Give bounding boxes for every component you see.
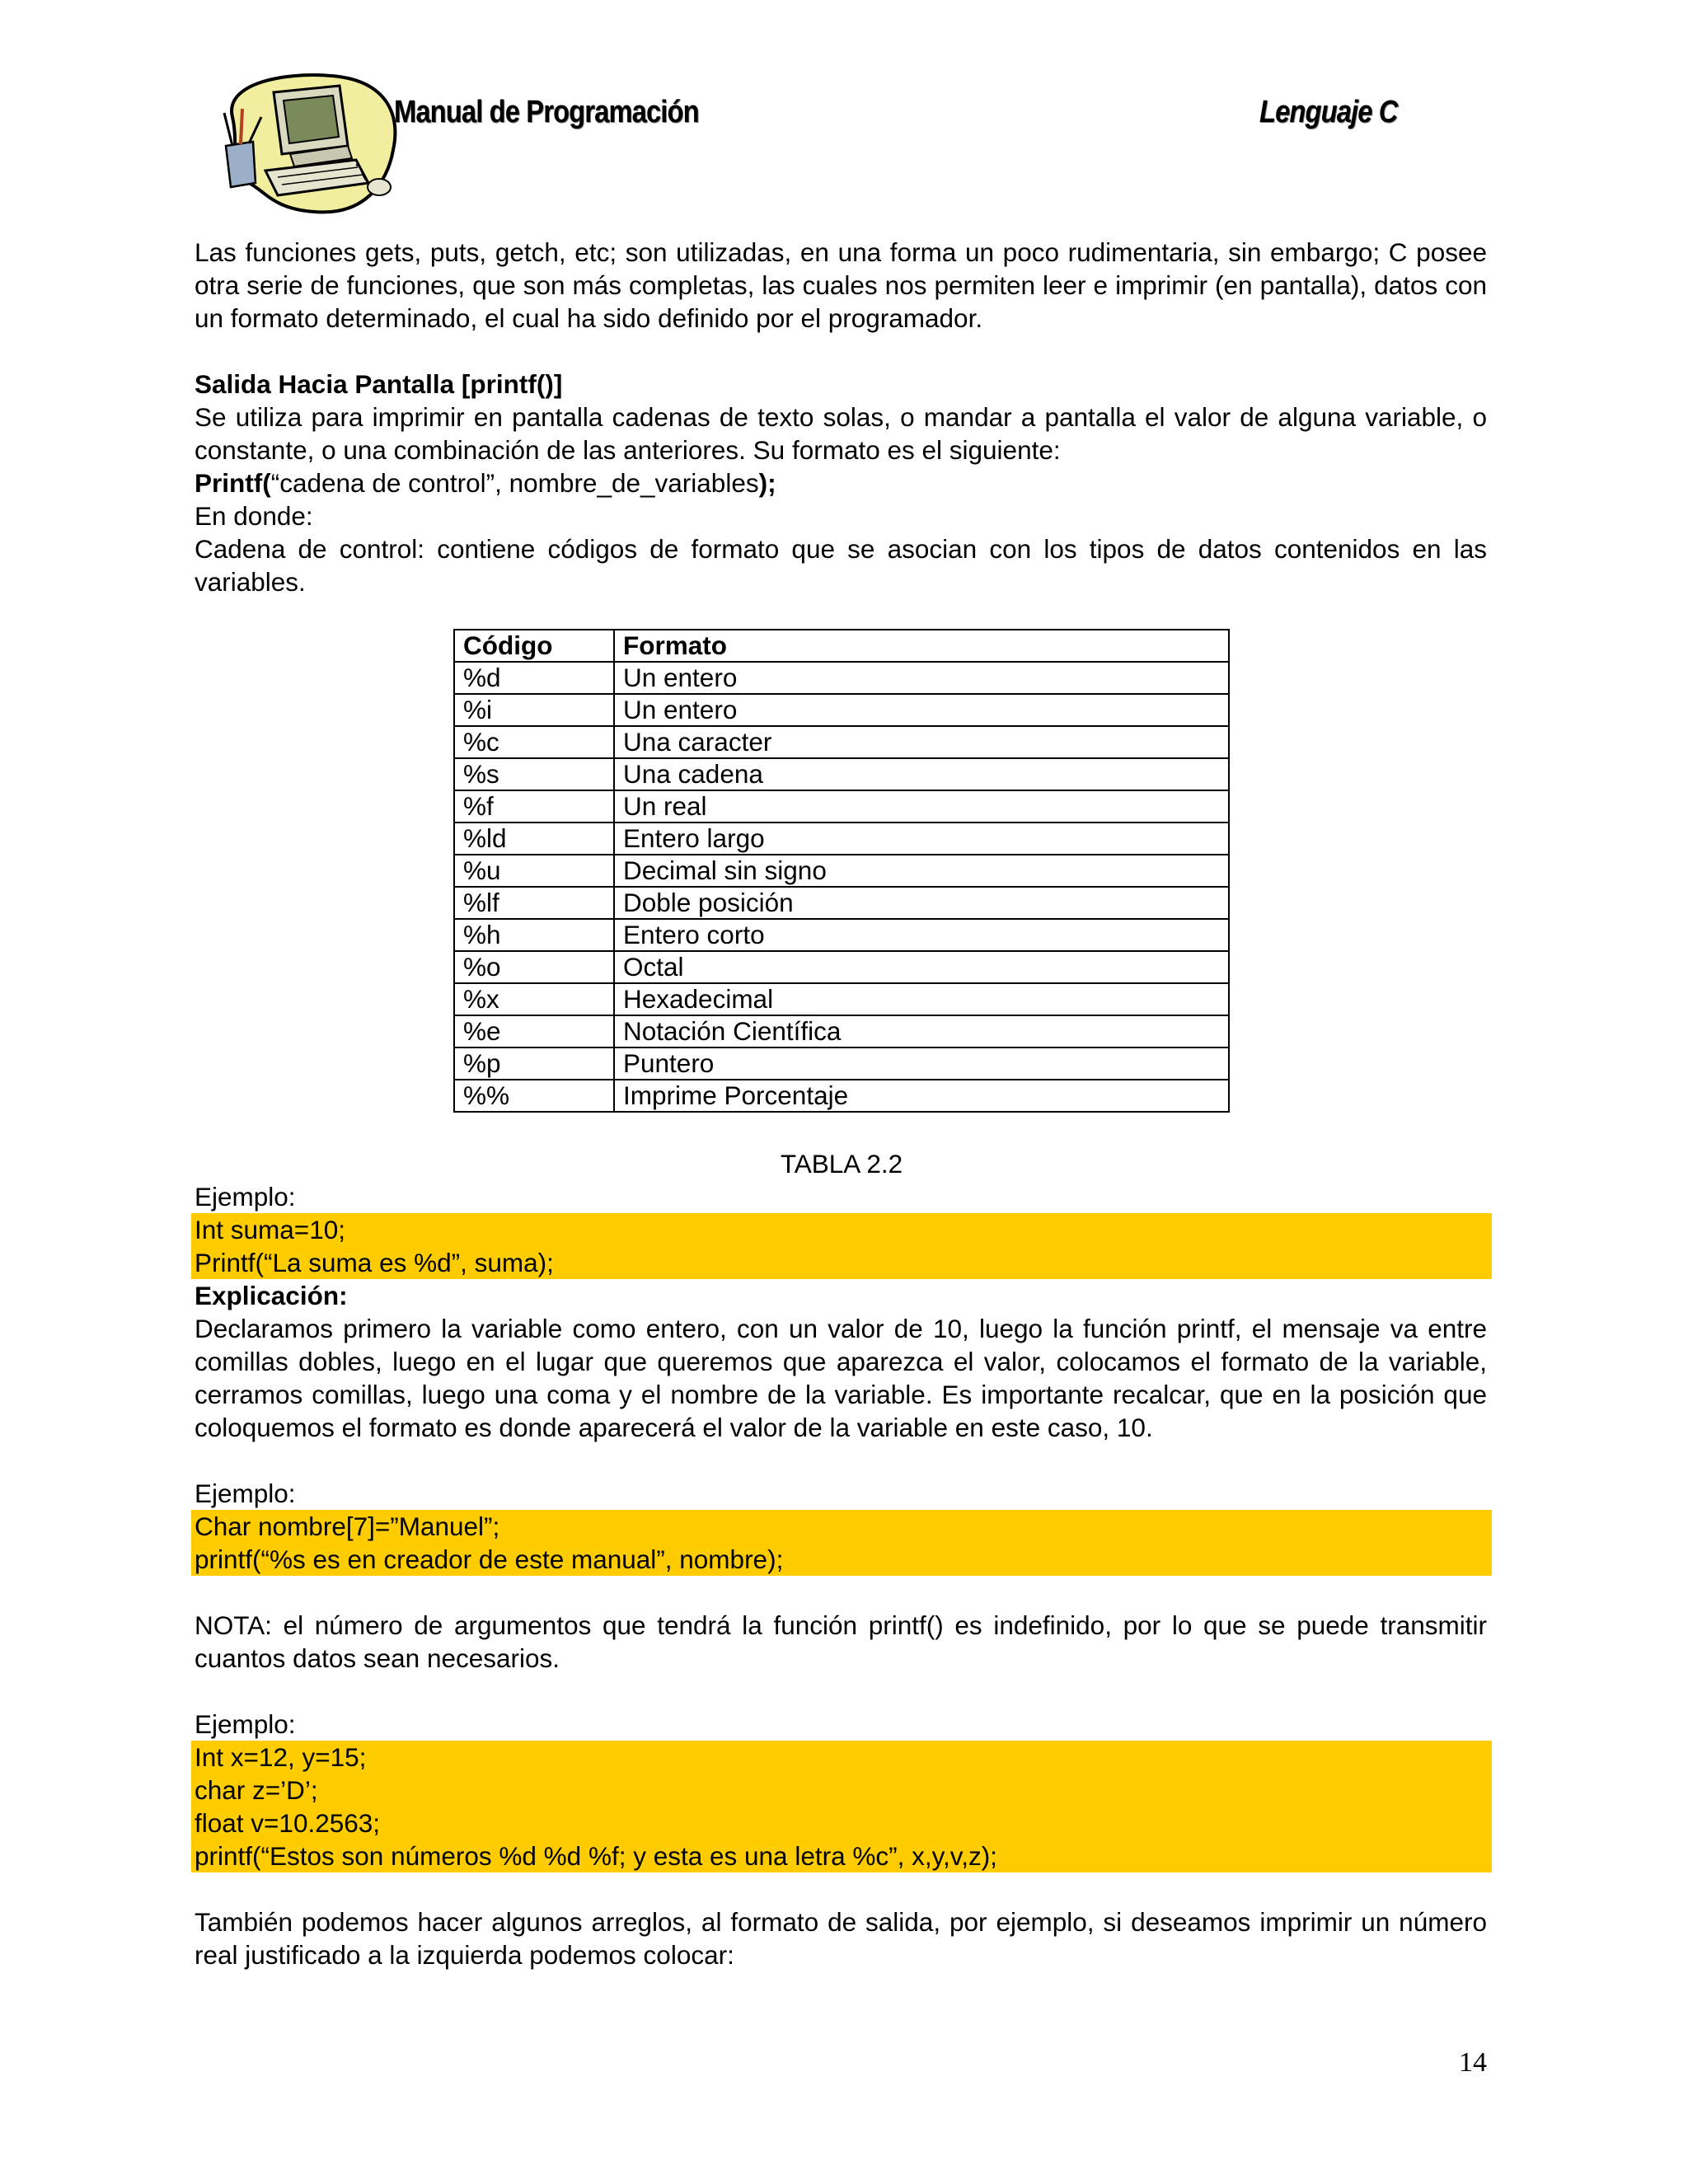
syntax-start: Printf( — [195, 468, 271, 498]
table-row — [454, 662, 1229, 694]
table-row — [454, 823, 1229, 855]
computer-clipart-icon — [216, 68, 406, 224]
table-row — [454, 694, 1229, 726]
code-line: printf(“%s es en creador de este manual”, nombre); — [195, 1544, 784, 1574]
note-paragraph: NOTA: el número de argumentos que tendrá la función printf() es indefinido, por lo que se puede transmitir cuantos datos sean necesarios. — [195, 1610, 1487, 1673]
table-cell-code: %c — [454, 726, 614, 758]
code-line: char z=’D’; — [195, 1775, 318, 1805]
closing-paragraph: También podemos hacer algunos arreglos, al formato de salida, por ejemplo, si deseamos imprimir un número real justificado a la izquierda podemos colocar: — [195, 1907, 1487, 1970]
table-cell-code: %ld — [454, 823, 614, 855]
table-cell-code: %f — [454, 790, 614, 823]
table-cell-format: Hexadecimal — [614, 983, 1229, 1015]
code-line: float v=10.2563; — [195, 1808, 381, 1838]
example2-label: Ejemplo: — [195, 1479, 296, 1508]
code-line: Int x=12, y=15; — [195, 1742, 367, 1772]
intro-paragraph: Las funciones gets, puts, getch, etc; son utilizadas, en una forma un poco rudimentaria, sin embargo; C posee otra serie de funciones, que son más completas, las cuales nos permiten leer e imprimir (en pantalla), datos con un formato determinado, el cual ha sido definido por el programador. — [195, 237, 1487, 333]
table-cell-code: %% — [454, 1080, 614, 1112]
table-cell-code: %o — [454, 951, 614, 983]
table-cell-code: %p — [454, 1047, 614, 1080]
table-cell-format: Decimal sin signo — [614, 855, 1229, 887]
table-cell-format: Imprime Porcentaje — [614, 1080, 1229, 1112]
code-line: Int suma=10; — [195, 1215, 345, 1244]
example1-code-block — [191, 1213, 1492, 1279]
table-cell-format: Un entero — [614, 662, 1229, 694]
table-cell-format: Notación Científica — [614, 1015, 1229, 1047]
table-row — [454, 983, 1229, 1015]
code-line: Printf(“La suma es %d”, suma); — [195, 1248, 554, 1277]
table-cell-format: Una caracter — [614, 726, 1229, 758]
table-row — [454, 919, 1229, 951]
table-cell-code: %d — [454, 662, 614, 694]
table-cell-format: Entero largo — [614, 823, 1229, 855]
table-cell-format: Un real — [614, 790, 1229, 823]
code-line: printf(“Estos son números %d %d %f; y esta es una letra %c”, x,y,v,z); — [195, 1841, 997, 1871]
table-row — [454, 855, 1229, 887]
table-cell-format: Un entero — [614, 694, 1229, 726]
table-row — [454, 726, 1229, 758]
table-cell-code: %lf — [454, 887, 614, 919]
example1-label: Ejemplo: — [195, 1182, 296, 1212]
table-cell-code: %s — [454, 758, 614, 790]
table-cell-format: Puntero — [614, 1047, 1229, 1080]
control-description: Cadena de control: contiene códigos de formato que se asocian con los tipos de datos contenidos en las variables. — [195, 534, 1487, 597]
table-cell-code: %x — [454, 983, 614, 1015]
section-heading: Salida Hacia Pantalla [printf()] — [195, 369, 563, 399]
format-codes-table — [453, 629, 1230, 1113]
table-header-formato: Formato — [614, 630, 1229, 662]
code-line: Char nombre[7]=”Manuel”; — [195, 1511, 500, 1541]
table-row — [454, 758, 1229, 790]
table-cell-code: %e — [454, 1015, 614, 1047]
example2-code-block — [191, 1510, 1492, 1576]
example3-code-block — [191, 1741, 1492, 1872]
table-row — [454, 1080, 1229, 1112]
table-header-codigo: Código — [454, 630, 614, 662]
syntax-end: ); — [758, 468, 776, 498]
explanation-paragraph: Declaramos primero la variable como entero, con un valor de 10, luego la función printf, el mensaje va entre comillas dobles, luego en el lugar que queremos que aparezca el valor, colocamos el formato de la variable, cerramos comillas, luego una coma y el nombre de la variable. Es importante recalcar, que en la posición que coloquemos el formato es donde aparecerá el valor de la variable en este caso, 10. — [195, 1314, 1487, 1442]
table-header-row — [454, 630, 1229, 662]
table-cell-format: Entero corto — [614, 919, 1229, 951]
en-donde-label: En donde: — [195, 501, 313, 531]
example3-label: Ejemplo: — [195, 1709, 296, 1739]
table-row — [454, 1047, 1229, 1080]
table-row — [454, 790, 1229, 823]
explanation-label: Explicación: — [195, 1281, 348, 1310]
table-row — [454, 951, 1229, 983]
page-number: 14 — [1459, 2047, 1487, 2078]
table-row — [454, 1015, 1229, 1047]
table-cell-format: Doble posición — [614, 887, 1229, 919]
table-cell-format: Octal — [614, 951, 1229, 983]
section-description: Se utiliza para imprimir en pantalla cadenas de texto solas, o mandar a pantalla el valor de alguna variable, o constante, o una combinación de las anteriores. Su formato es el siguiente: — [195, 402, 1487, 465]
table-caption: TABLA 2.2 — [780, 1149, 903, 1179]
table-row — [454, 887, 1229, 919]
table-cell-code: %u — [454, 855, 614, 887]
header-title-right: Lenguaje C — [1259, 95, 1398, 129]
header-title-left: Manual de Programación — [394, 95, 699, 129]
table-cell-code: %h — [454, 919, 614, 951]
syntax-line — [195, 466, 1487, 499]
table-cell-code: %i — [454, 694, 614, 726]
table-cell-format: Una cadena — [614, 758, 1229, 790]
syntax-middle: “cadena de control”, nombre_de_variables — [270, 468, 759, 498]
